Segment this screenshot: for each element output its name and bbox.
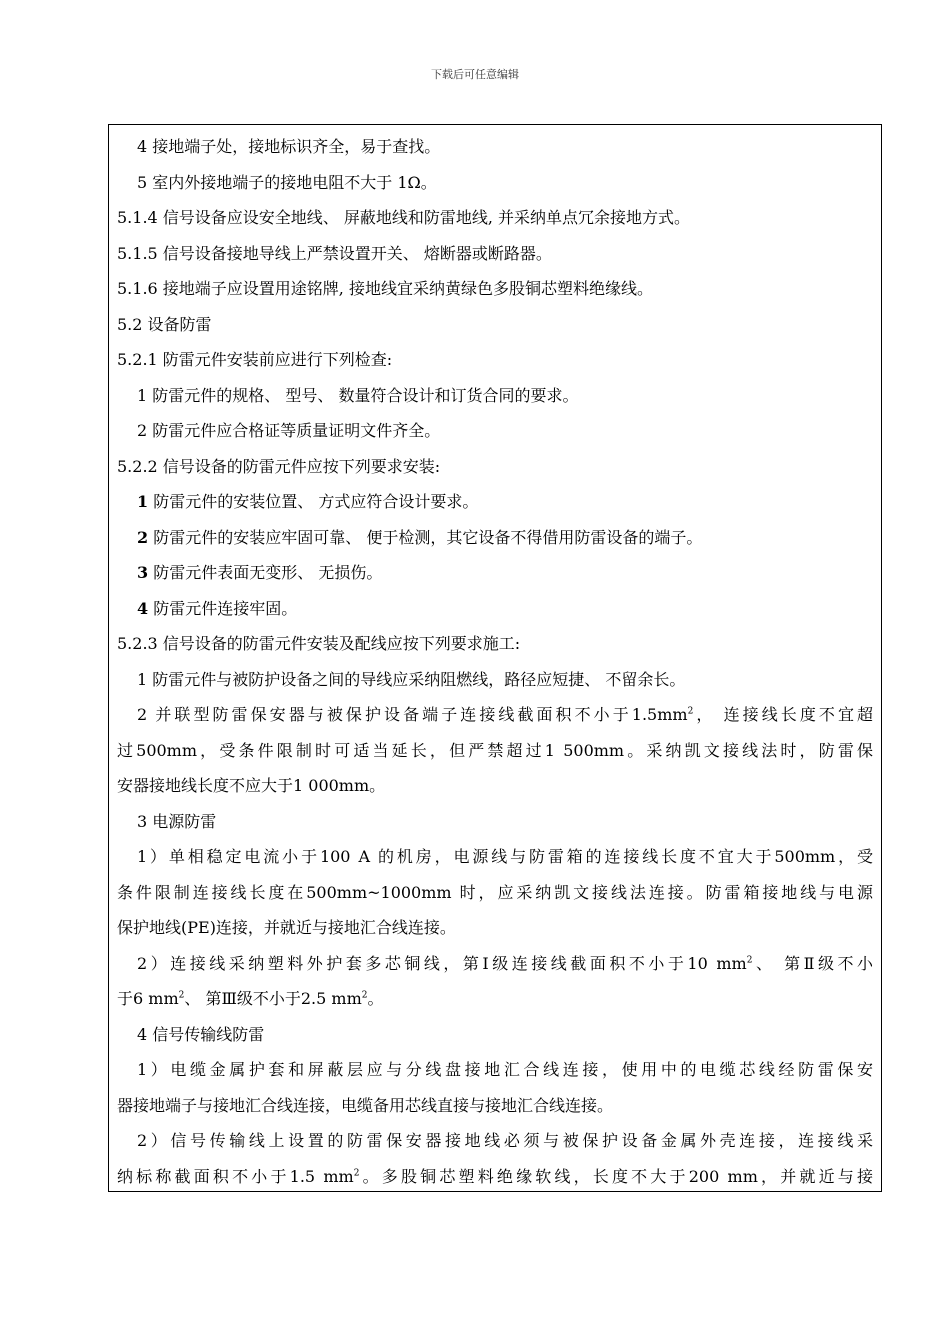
line-text: 3 电源防雷 (137, 811, 217, 831)
line-text: 2 并联型防雷保安器与被保护设备端子连接线截面积不小于1.5mm (137, 705, 688, 724)
line-text: 2 防雷元件应合格证等质量证明文件齐全。 (137, 421, 441, 440)
line-text-continued: ， 连接线长度不宜超 (693, 705, 874, 724)
line-text: 5.1.5 信号设备接地导线上严禁设置开关、 熔断器或断路器。 (117, 243, 552, 263)
superscript: 2 (361, 990, 368, 1001)
line-text: 防雷元件连接牢固。 (148, 598, 298, 618)
document-table-frame (108, 124, 882, 1192)
line-text-continued: 。 (367, 989, 384, 1008)
text-line (117, 946, 873, 982)
line-text: 1 防雷元件的规格、 型号、 数量符合设计和订货合同的要求。 (137, 385, 579, 405)
text-line (117, 626, 873, 662)
text-line (117, 307, 873, 343)
text-line (117, 1017, 873, 1053)
line-text: 5.1.6 接地端子应设置用途铭牌, 接地线宜采纳黄绿色多股铜芯塑料绝缘线。 (117, 279, 653, 298)
line-text: 1）单相稳定电流小于100 A 的机房，电源线与防雷箱的连接线长度不宜大于500mm，受 (137, 847, 873, 866)
text-line (117, 981, 873, 1017)
line-text: 4 接地端子处，接地标识齐全，易于查找。 (137, 137, 441, 156)
document-body (109, 125, 881, 1192)
line-text: 条件限制连接线长度在500mm~1000mm 时，应采纳凯文接线法连接。防雷箱接地线与电源 (117, 882, 873, 902)
text-line (117, 236, 873, 272)
text-line (117, 910, 873, 946)
line-text: 2）信号传输线上设置的防雷保安器接地线必须与被保护设备金属外壳连接，连接线采 (137, 1131, 873, 1150)
text-line (117, 697, 873, 733)
text-line (117, 555, 873, 591)
superscript: 2 (746, 955, 753, 966)
list-number: 2 (137, 527, 149, 547)
text-line (117, 839, 873, 875)
text-line (117, 129, 873, 165)
line-text-continued: 、 第Ⅲ级不小于2.5 mm (184, 989, 362, 1008)
line-text: 保护地线(PE)连接，并就近与接地汇合线连接。 (117, 918, 456, 937)
line-text: 5.1.4 信号设备应设安全地线、 屏蔽地线和防雷地线, 并采纳单点冗余接地方式。 (117, 208, 691, 227)
list-number: 3 (137, 563, 149, 582)
text-line (117, 271, 873, 307)
text-line (117, 662, 873, 698)
line-text: 防雷元件表面无变形、 无损伤。 (148, 563, 383, 582)
text-line (117, 1159, 873, 1193)
text-line (117, 413, 873, 449)
text-line (117, 1123, 873, 1159)
text-line (117, 378, 873, 414)
text-line (117, 1088, 873, 1124)
list-number: 4 (137, 598, 149, 618)
line-text: 5.2 设备防雷 (117, 314, 212, 334)
line-text: 5.2.1 防雷元件安装前应进行下列检查: (117, 350, 393, 369)
text-line (117, 520, 873, 556)
line-text: 纳标称截面积不小于1.5 mm (117, 1166, 354, 1186)
line-text-continued: 、 第Ⅱ级不小 (752, 953, 873, 973)
line-text: 器接地端子与接地汇合线连接，电缆备用芯线直接与接地汇合线连接。 (117, 1095, 614, 1115)
text-line (117, 733, 873, 769)
text-line (117, 449, 873, 485)
text-line (117, 875, 873, 911)
line-text-continued: 。多股铜芯塑料绝缘软线，长度不大于200 mm，并就近与接 (359, 1166, 873, 1186)
superscript: 2 (178, 990, 185, 1001)
line-text: 2）连接线采纳塑料外护套多芯铜线，第Ⅰ级连接线截面积不小于10 mm (137, 953, 747, 973)
list-number: 1 (137, 492, 149, 511)
text-line (117, 342, 873, 378)
line-text: 1 防雷元件与被防护设备之间的导线应采纳阻燃线，路径应短捷、 不留余长。 (137, 669, 686, 689)
line-text: 防雷元件的安装位置、 方式应符合设计要求。 (148, 492, 479, 511)
text-line (117, 768, 873, 804)
line-text: 过500mm，受条件限制时可适当延长，但严禁超过1 500mm。采纳凯文接线法时，防雷保 (117, 740, 873, 760)
line-text: 1）电缆金属护套和屏蔽层应与分线盘接地汇合线连接，使用中的电缆芯线经防雷保安 (137, 1060, 873, 1079)
text-line (117, 1052, 873, 1088)
text-line (117, 484, 873, 520)
line-text: 5.2.3 信号设备的防雷元件安装及配线应按下列要求施工: (117, 634, 521, 653)
line-text: 5.2.2 信号设备的防雷元件应按下列要求安装: (117, 456, 441, 476)
line-text: 于6 mm (117, 989, 179, 1008)
line-text: 安器接地线长度不应大于1 000mm。 (117, 776, 386, 795)
text-line (117, 804, 873, 840)
page-header: 下载后可任意编辑 (431, 68, 519, 81)
text-line (117, 165, 873, 201)
text-line (117, 200, 873, 236)
line-text: 4 信号传输线防雷 (137, 1024, 265, 1044)
text-line (117, 591, 873, 627)
line-text: 防雷元件的安装应牢固可靠、 便于检测，其它设备不得借用防雷设备的端子。 (148, 527, 703, 547)
superscript: 2 (353, 1168, 360, 1179)
superscript: 2 (687, 706, 694, 717)
line-text: 5 室内外接地端子的接地电阻不大于 1Ω。 (137, 172, 437, 192)
